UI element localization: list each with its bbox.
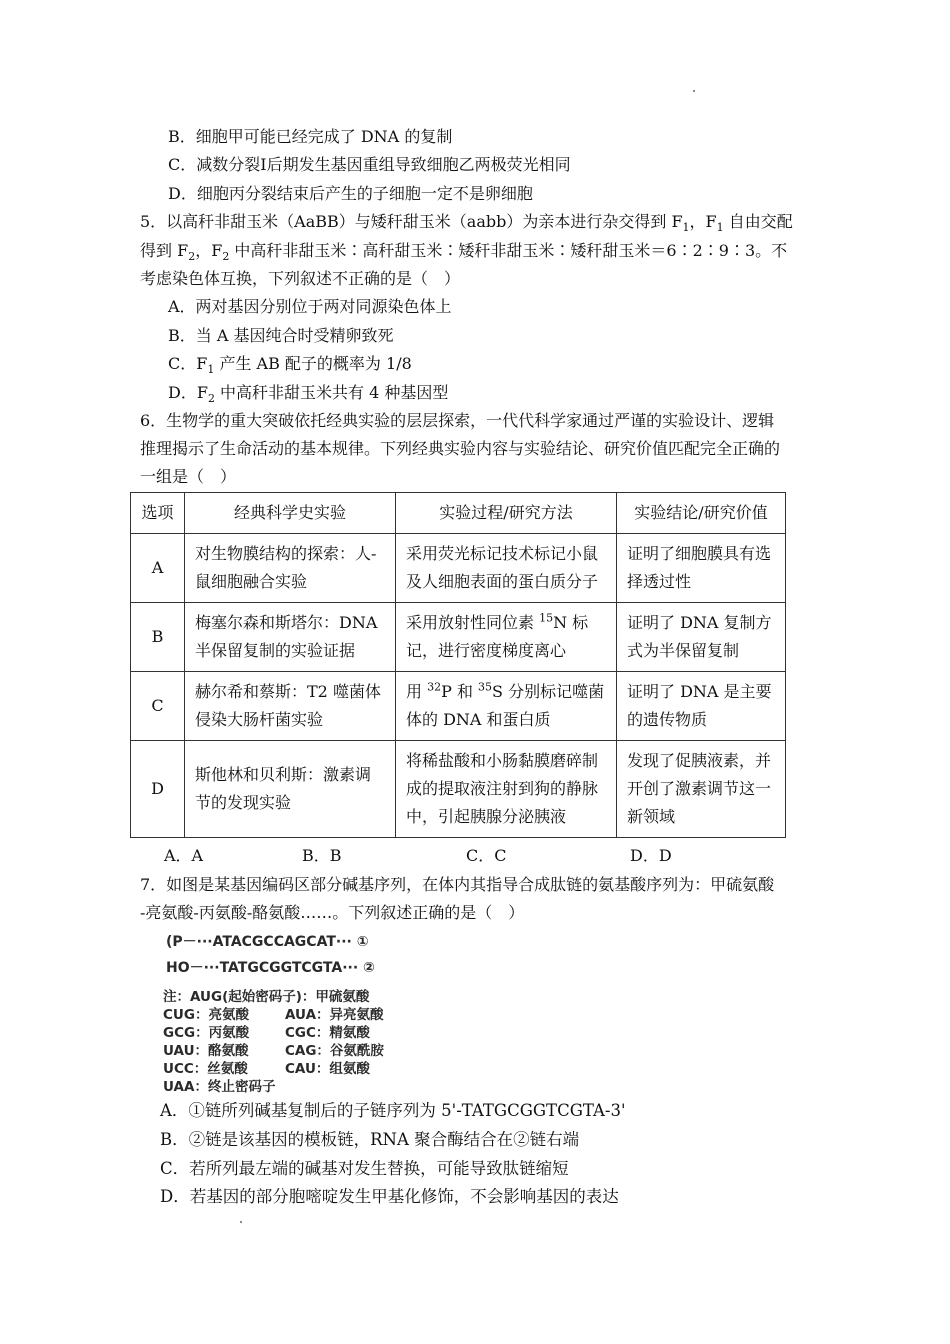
q5-option-a: A．两对基因分别位于两对同源染色体上 [168,297,452,316]
q7-stem-line1: 7．如图是某基因编码区部分碱基序列，在体内其指导合成肽链的氨基酸序列为：甲硫氨酸 [140,875,775,894]
row-process: 采用放射性同位素 $^{15}$N 标记，进行密度梯度离心 [396,603,617,672]
row-experiment: 赫尔希和蔡斯：T2 噬菌体侵染大肠杆菌实验 [185,672,396,741]
strand-1: (P－···ATACGCCAGCAT··· ① [166,934,369,950]
header-option: 选项 [131,493,185,534]
header-conclusion: 实验结论/研究价值 [617,493,786,534]
strand-2: HO－···TATGCGGTCGTA··· ② [166,960,375,976]
q7-option-c: C．若所列最左端的碱基对发生替换，可能导致肽链缩短 [160,1159,569,1178]
q7-option-b: B．②链是该基因的模板链，RNA 聚合酶结合在②链右端 [160,1130,580,1149]
row-conclusion: 证明了 DNA 复制方式为半保留复制 [617,603,786,672]
scan-dot-mark [240,1221,242,1223]
scan-dot-mark [693,90,695,92]
q5-option-b: B．当 A 基因纯合时受精卵致死 [168,326,394,345]
row-option: B [131,603,185,672]
codon-note-title: 注：AUG(起始密码子)：甲硫氨酸 [163,989,370,1005]
q6-stem-line3: 一组是（ ） [140,467,237,486]
q6-answer-d: D．D [630,846,672,865]
q5-option-c: C．$F_1$ 产生 AB 配子的概率为 1/8 [168,354,412,377]
q4-option-c: C．减数分裂Ⅰ后期发生基因重组导致细胞乙两极荧光相同 [168,155,571,174]
table-row [131,534,786,603]
codon-row: UAA：终止密码子 [163,1079,276,1095]
q5-stem-line1: 5．以高秆非甜玉米（AaBB）与矮秆甜玉米（aabb）为亲本进行杂交得到 $F_1$，$F_1$ 自由交配 [140,212,793,235]
q7-option-d: D．若基因的部分胞嘧啶发生甲基化修饰，不会影响基因的表达 [160,1187,619,1206]
q6-answer-b: B．B [302,846,342,865]
codon-row: GCG：丙氨酸 CGC：精氨酸 [163,1025,370,1041]
q6-answer-c: C．C [466,846,507,865]
codon-row: UAU：酪氨酸 CAG：谷氨酰胺 [163,1043,384,1059]
table-row [131,741,786,838]
q5-stem-line2: 得到 $F_2$，$F_2$ 中高秆非甜玉米∶高秆甜玉米∶矮秆非甜玉米∶矮秆甜玉米＝6∶2∶9∶3。不 [140,241,788,264]
header-experiment: 经典科学史实验 [185,493,396,534]
header-process: 实验过程/研究方法 [396,493,617,534]
row-option: A [131,534,185,603]
row-conclusion: 发现了促胰液素，并开创了激素调节这一新领域 [617,741,786,838]
row-process: 将稀盐酸和小肠黏膜磨碎制成的提取液注射到狗的静脉中，引起胰腺分泌胰液 [396,741,617,838]
dna-sequence-figure [160,930,420,1098]
table-row [131,672,786,741]
experiment-table [130,492,786,838]
row-experiment: 梅塞尔森和斯塔尔：DNA 半保留复制的实验证据 [185,603,396,672]
q6-answer-options [0,846,950,866]
table-header-row [131,493,786,534]
codon-row: CUG：亮氨酸 AUA：异亮氨酸 [163,1007,384,1023]
q5-stem-line3: 考虑染色体互换，下列叙述不正确的是（ ） [140,269,461,288]
row-option: C [131,672,185,741]
codon-row: UCC：丝氨酸 CAU：组氨酸 [163,1061,370,1077]
row-conclusion: 证明了细胞膜具有选择透过性 [617,534,786,603]
q7-option-a: A．①链所列碱基复制后的子链序列为 5'-TATGCGGTCGTA-3' [160,1101,626,1120]
table-row [131,603,786,672]
row-process: 采用荧光标记技术标记小鼠及人细胞表面的蛋白质分子 [396,534,617,603]
row-process: 用 $^{32}$P 和 $^{35}$S 分别标记噬菌体的 DNA 和蛋白质 [396,672,617,741]
row-conclusion: 证明了 DNA 是主要的遗传物质 [617,672,786,741]
row-experiment: 对生物膜结构的探索：人-鼠细胞融合实验 [185,534,396,603]
row-experiment: 斯他林和贝利斯：激素调节的发现实验 [185,741,396,838]
row-option: D [131,741,185,838]
q4-option-b: B．细胞甲可能已经完成了 DNA 的复制 [168,127,453,146]
q4-option-d: D．细胞丙分裂结束后产生的子细胞一定不是卵细胞 [168,184,533,203]
q6-stem-line1: 6．生物学的重大突破依托经典实验的层层探索，一代代科学家通过严谨的实验设计、逻辑 [140,411,775,430]
q5-option-d: D．$F_2$ 中高秆非甜玉米共有 4 种基因型 [168,383,449,406]
q6-stem-line2: 推理揭示了生命活动的基本规律。下列经典实验内容与实验结论、研究价值匹配完全正确的 [140,439,781,458]
q6-answer-a: A．A [164,846,204,865]
q7-stem-line2: -亮氨酸-丙氨酸-酪氨酸……。下列叙述正确的是（ ） [140,903,525,922]
